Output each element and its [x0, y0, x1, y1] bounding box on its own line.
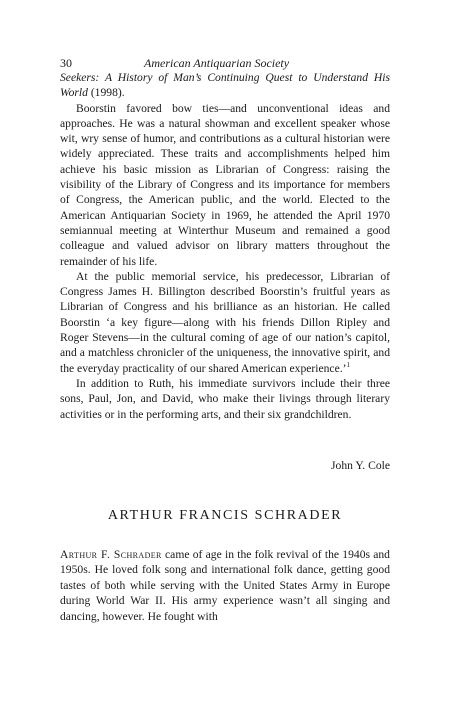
opening-paragraph — [60, 547, 390, 624]
second-obituary-body — [60, 547, 390, 624]
author-signature: John Y. Cole — [331, 459, 390, 472]
obituary-body — [60, 70, 390, 422]
paragraph-2-text: At the public memorial service, his predecessor, Librarian of Congress James H. Billington described Boorstin’s fruitful years as Librarian of Congress and his brilliance as an historian. He called Boorstin ‘a key figure—along with his friends Dillon Ripley and Roger Stevens—in the cultural coming of age of our nation’s capitol, and a matchless chronicler of the uniqueness, the innovative spirit, and the everyday practicality of our shared American experience.’ — [60, 269, 390, 375]
footnote-marker: 1 — [346, 360, 350, 369]
opening-text: came of age in the folk revival of the 1940s and 1950s. He loved folk song and international folk dance, getting good tastes of both while serving with the United States Army in Europe during World War II. His army experience wasn’t all singing and dancing, however. He fought with — [60, 548, 390, 623]
paragraph-1: Boorstin favored bow ties—and unconventional ideas and approaches. He was a natural showman and excellent speaker whose wit, wry sense of humor, and contributions as a cultural historian were widely appreciated. These traits and accomplishments helped him achieve his basic mission as Librarian of Congress: raising the visibility of the Library of Congress and its importance for members of Congress, the American public, and the world. Elected to the American Antiquarian Society in 1969, he attended the April 1970 semiannual meeting at Winterthur Museum and remained a good colleague and valued advisor on library matters throughout the remainder of his life. — [60, 101, 390, 268]
lead-name: Arthur F. Schrader — [60, 548, 162, 561]
paragraph-2 — [60, 269, 390, 376]
page-number: 30 — [60, 56, 72, 70]
continuation-paragraph — [60, 70, 390, 101]
paragraph-3: In addition to Ruth, his immediate survivors include their three sons, Paul, Jon, and David, who make their livings through literary activities or in the performing arts, and their six grandchildren. — [60, 376, 390, 421]
book-title: Seekers: A History of Man’s Continuing Quest to Understand His World — [60, 71, 390, 100]
book-title-tail: (1998). — [87, 86, 125, 100]
obituary-heading: ARTHUR FRANCIS SCHRADER — [107, 508, 343, 523]
journal-title: American Antiquarian Society — [144, 56, 290, 70]
